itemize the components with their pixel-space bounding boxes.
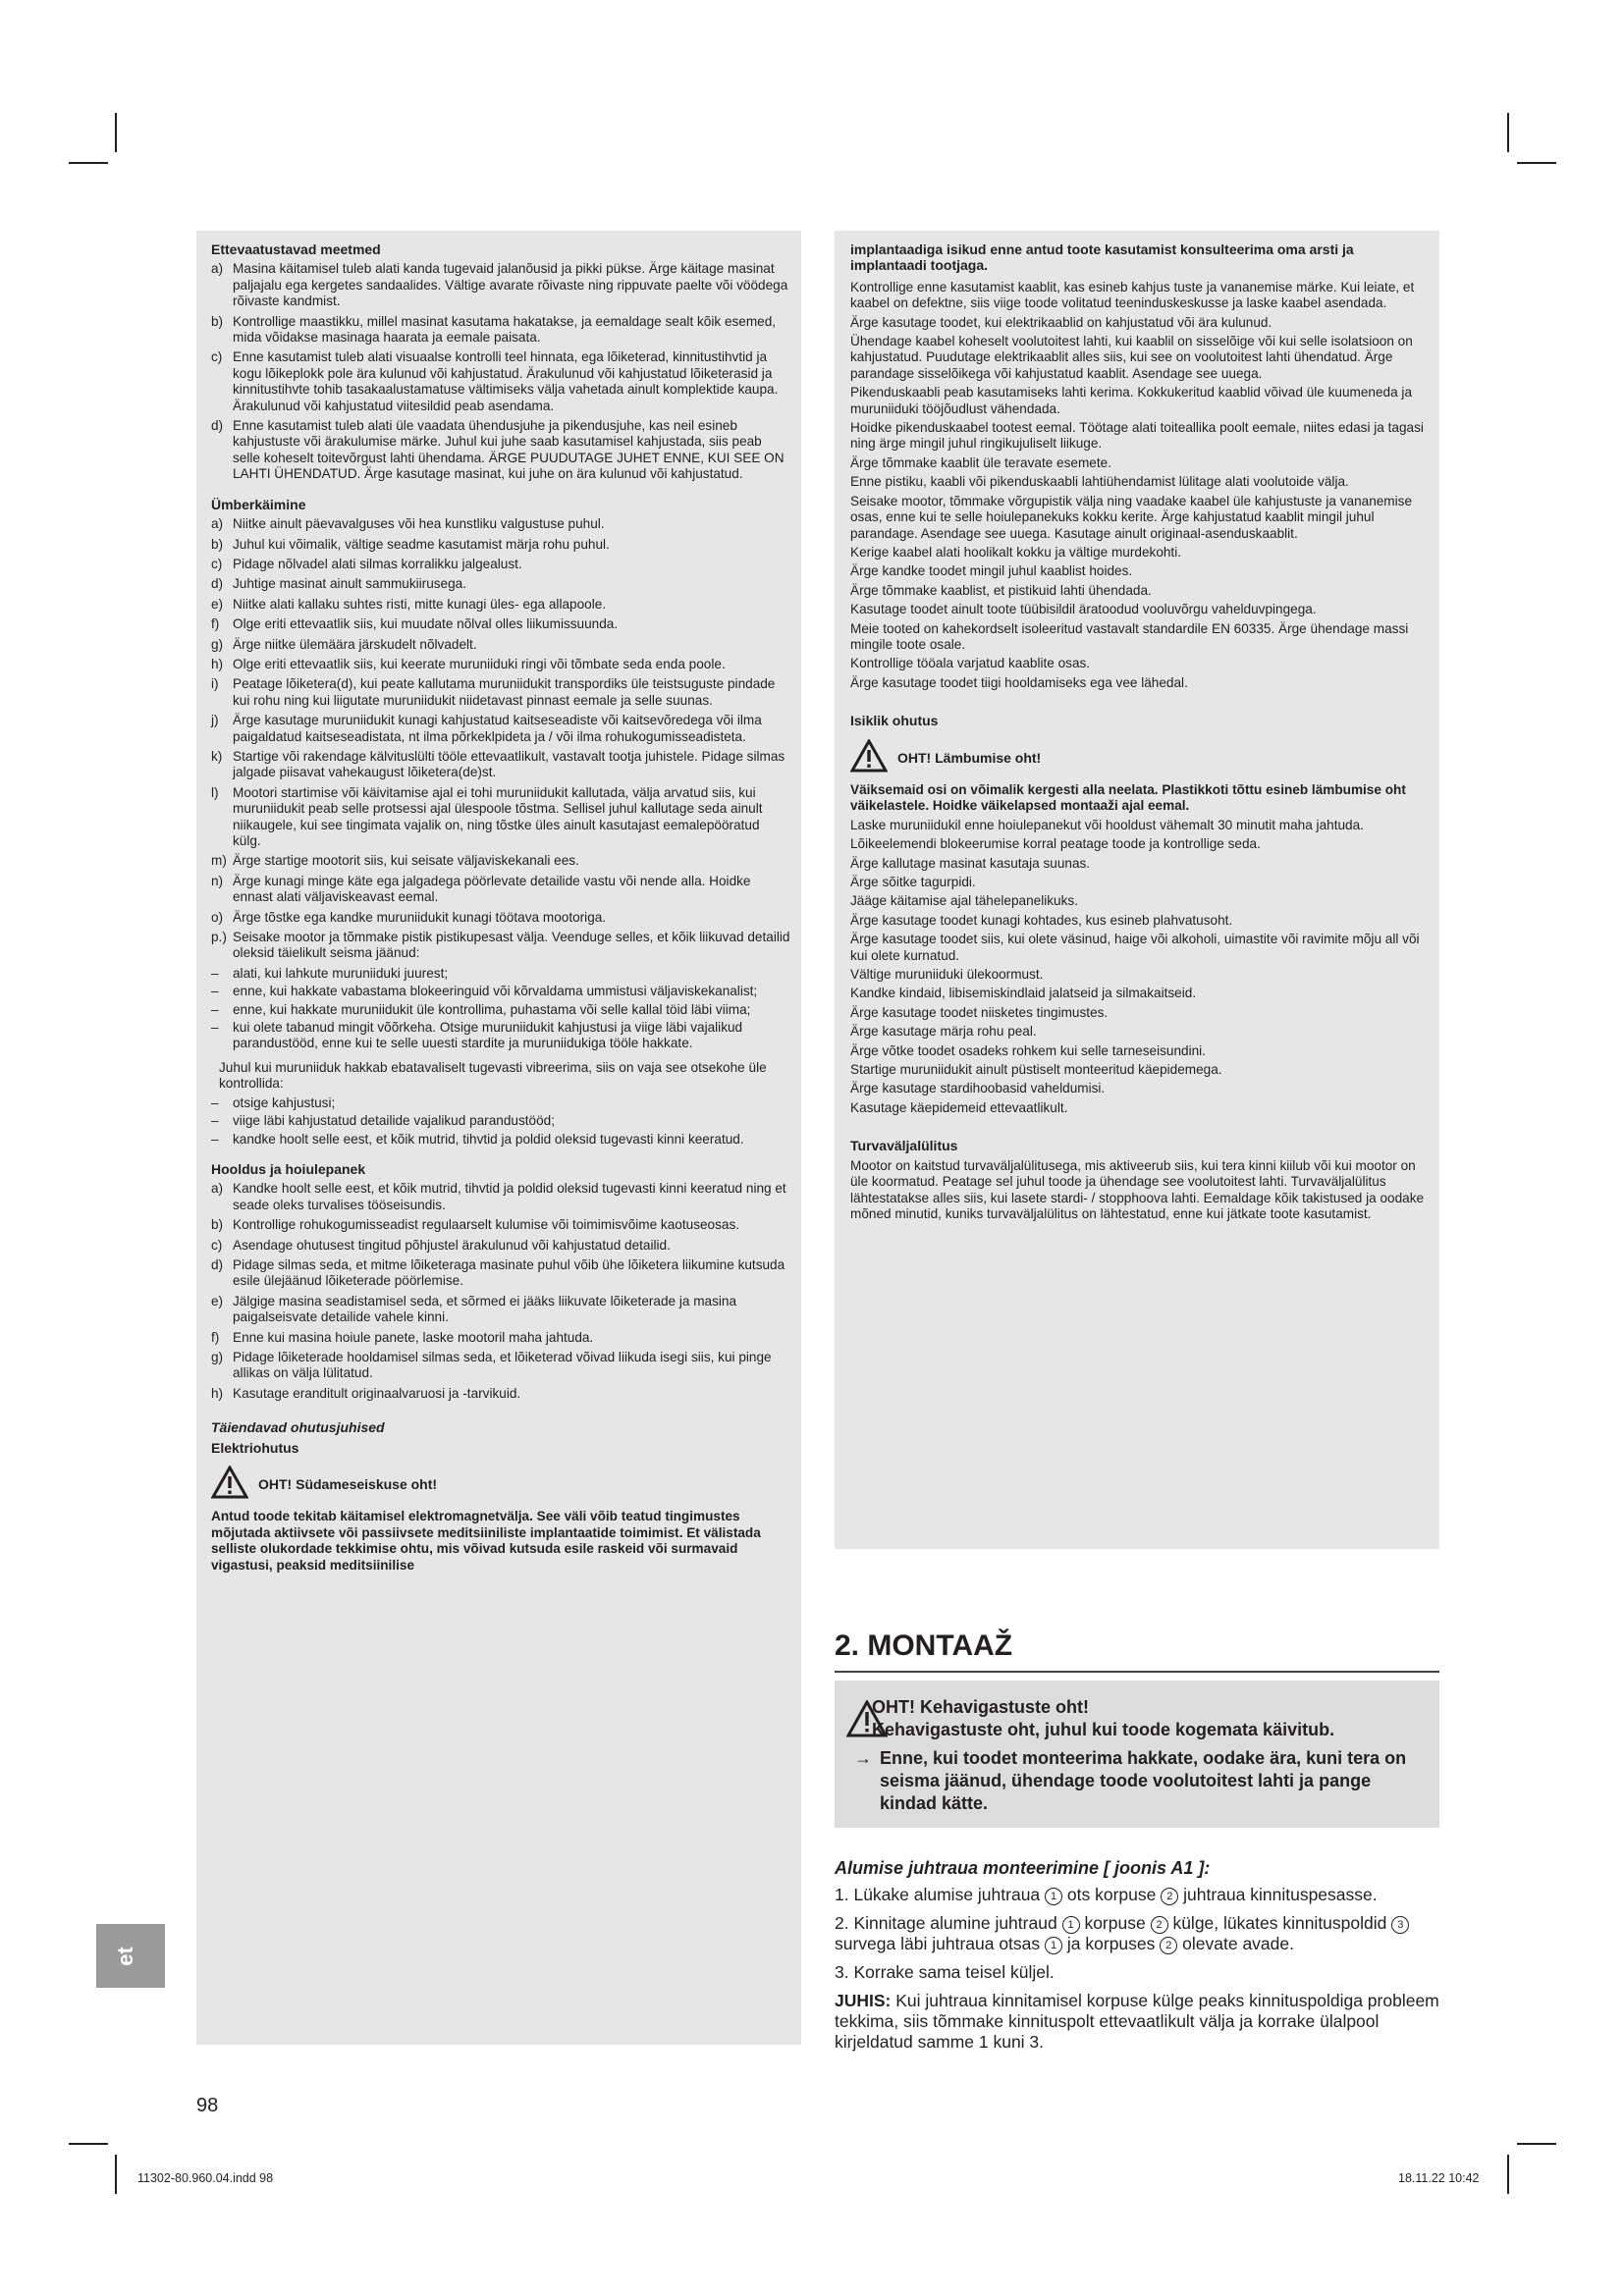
page-number: 98 (196, 2095, 219, 2116)
warning-text: Väiksemaid osi on võimalik kergesti alla neelata. Plastikkoti tõttu esineb lämbumise oht väikelastele. Hoidke väikelapsed montaaži ajal eemal. (850, 781, 1406, 814)
warning-triangle-icon (211, 1466, 248, 1503)
callout-number: 3 (1391, 1916, 1409, 1934)
step-1: 1. Lükake alumise juhtraua 1 ots korpuse 2 juhtraua kinnituspesasse. (835, 1885, 1378, 1904)
paragraph: Ärge tõmmake kaablit üle teravate esemete. (850, 454, 1111, 470)
list-item: i) Peatage lõiketera(d), kui peate kallutama muruniidukit transpordiks üle teistsuguste pindade kui rohu ning kui liigutate muruniidukit niidetavast pinnast eemale ja selle suunas. (211, 676, 776, 708)
step-3: 3. Korrake sama teisel küljel. (835, 1962, 1055, 1982)
list-item: f) Enne kui masina hoiule panete, laske mootoril maha jahtuda. (211, 1329, 594, 1345)
cardiac-warning (211, 1466, 790, 1503)
list-item: m) Ärge startige mootorit siis, kui seisate väljaviskekanali ees. (211, 853, 579, 869)
list-item: f) Olge eriti ettevaatlik siis, kui muudate nõlval olles liikumissuunda. (211, 616, 619, 632)
list-item: d) Enne kasutamist tuleb alati üle vaadata ühendusjuhe ja pikendusjuhe, kas neil esineb kahjustuste või ärakulumise märke. Juhul kui juhe saab kasutamisel kahjustada, siis peab selle koheselt toitevõrgust lahti ühendama. ÄRGE PUUDUTAGE JUHET ENNE, KUI SEE ON LAHTI ÜHENDATUD. Ärge kasutage masinat, kui juhe on ära kulunud või kahjustatud. (211, 418, 785, 482)
crop-mark (1507, 2155, 1509, 2194)
list-item: g) Ärge niitke ülemäära järskudelt nõlvadelt. (211, 636, 477, 652)
arrow-right-icon: → (854, 1748, 872, 1768)
paragraph: Ärge kasutage märja rohu peal. (850, 1024, 1037, 1040)
paragraph: Enne pistiku, kaabli või pikenduskaabli lahtiühendamist lülitage alati voolutoide välja. (850, 474, 1349, 490)
warning-triangle-icon (846, 1700, 888, 1743)
list-item: k) Startige või rakendage kälvituslülti tööle ettevaatlikult, vastavalt tootja juhistele. Pidage silmas jalgade piisavat vahekaugust lõiketera(de)st. (211, 748, 785, 780)
list-item: – otsige kahjustusi; (211, 1095, 336, 1110)
callout-number: 1 (1045, 1937, 1062, 1954)
vibration-intro: Juhul kui muruniiduk hakkab ebatavaliselt tugevasti vibreerima, siis on vaja see otsekohe üle kontrollida: (219, 1059, 767, 1092)
paragraph: Ärge sõitke tagurpidi. (850, 875, 976, 889)
handling-heading: Ümberkäimine (211, 496, 306, 512)
paragraph: Ärge kandke toodet mingil juhul kaablist hoides. (850, 563, 1133, 579)
paragraph: Ärge tõmmake kaablist, et pistikuid lahti ühendada. (850, 582, 1152, 598)
paragraph: Ärge võtke toodet osadeks rohkem kui selle tarneseisundini. (850, 1042, 1206, 1058)
paragraph: Jääge käitamise ajal tähelepanelikuks. (850, 893, 1078, 909)
paragraph: Kontrollige enne kasutamist kaablit, kas esineb kahjus tuste ja vananemise märke. Kui leiate, et kaabel on defektne, siis viige toode volitatud teeninduskeskusse ja laske kaabel asendada. (850, 279, 1415, 311)
paragraph: Laske muruniidukil enne hoiulepanekut või hooldust vähemalt 30 minutit maha jahtuda. (850, 817, 1364, 832)
note-text: Kui juhtraua kinnitamisel korpuse külge peaks kinnituspoldiga probleem tekkima, siis tõmmake kinnituspolt ettevaatlikult välja ja korrake ülalpool kirjeldatud samme 1 kuni 3. (835, 1991, 1439, 2052)
paragraph: Ärge kasutage toodet, kui elektrikaablid on kahjustatud või ära kulunud. (850, 314, 1272, 330)
warning-title: OHT! Lämbumise oht! (897, 749, 1042, 766)
paragraph: Startige muruniidukit ainult püstiselt monteeritud käepidemega. (850, 1062, 1222, 1078)
warning-text: Antud toode tekitab käitamisel elektromagnetvälja. See väli võib teatud tingimustes mõjutada aktiivsete või passiivsete meditsiiniliste implantaatide toimimist. Et välistada selliste olukordade tekkimise ohtu, mis võivad kutsuda esile raskeid või surmavaid vigastusi, peaksid meditsiinilise (211, 1509, 761, 1573)
crop-mark (1517, 2143, 1556, 2145)
list-item: e) Niitke alati kallaku suhtes risti, mitte kunagi üles- ega allapoole. (211, 596, 607, 612)
callout-number: 2 (1161, 1888, 1178, 1905)
paragraph: Ühendage kaabel koheselt voolutoitest lahti, kui kaablil on sisselõige või kui selle isolatsioon on kahjustatud. Puudutage elektrikaablit alles siis, kui see on voolutoitest lahti ühendatud. Ärge parandage sisselõikega või kahjustatud kaablit. Asendage see uuega. (850, 334, 1413, 381)
assembly-subheading: Alumise juhtraua monteerimine [ joonis A1 ]: (835, 1858, 1211, 1878)
list-item: h) Olge eriti ettevaatlik siis, kui keerate muruniiduki ringi või tõmbate seda enda poole. (211, 656, 726, 671)
danger-line: Kehavigastuste oht, juhul kui toode kogemata käivitub. (872, 1720, 1335, 1739)
personal-safety-heading: Isiklik ohutus (850, 713, 939, 729)
cutoff-heading: Turvaväljalülitus (850, 1138, 958, 1154)
stop-conditions-list (211, 966, 790, 1052)
danger-title: OHT! Kehavigastuste oht! (872, 1697, 1090, 1717)
warning-title: OHT! Südameseiskuse oht! (258, 1476, 438, 1492)
crop-mark (69, 162, 108, 164)
list-item: b) Kontrollige maastikku, millel masinat kasutama hakatakse, ja eemaldage sealt kõik esemed, mida võidakse masinaga haarata ja eemale paisata. (211, 313, 777, 346)
care-list (211, 1181, 790, 1402)
section-rule (835, 1671, 1439, 1673)
danger-instruction: → Enne, kui toodet monteerima hakkate, oodake ära, kuni tera on seisma jäänud, ühendage toode voolutoitest lahti ja pange kindad kätte. (854, 1748, 1407, 1813)
assembly-steps (835, 1885, 1439, 2060)
handling-list (211, 516, 790, 962)
paragraph: Kasutage käepidemeid ettevaatlikult. (850, 1099, 1068, 1115)
list-item: – kui olete tabanud mingit võõrkeha. Otsige muruniidukit kahjustusi ja viige läbi vajalikud parandustööd, enne kui te selle uuesti stardite ja muruniidukiga tööle hakkate. (211, 1020, 743, 1051)
list-item: h) Kasutage eranditult originaalvaruosi ja -tarvikuid. (211, 1385, 521, 1401)
paragraph: Seisake mootor, tõmmake võrgupistik välja ning vaadake kaabel üle kahjustuste ja vananemise osas, enne kui te selle hoiulepanekuks kokku kerite. Ärge kahjustatud kaablit mingil juhul parandage. Asendage see uuega. Kasutage ainult originaal-asenduskaablit. (850, 493, 1413, 541)
paragraph: Ärge kallutage masinat kasutaja suunas. (850, 855, 1091, 871)
paragraph: Ärge kasutage toodet tiigi hooldamiseks ega vee lähedal. (850, 674, 1188, 690)
paragraph: Kasutage toodet ainult toote tüübisildil äratoodud vooluvõrgu vahelduvpingega. (850, 602, 1317, 617)
paragraph: Kontrollige tööala varjatud kaablite osas. (850, 656, 1091, 671)
paragraph: Meie tooted on kahekordselt isoleeritud vastavalt standardile EN 60335. Ärge ühendage massi mingile toote osale. (850, 620, 1409, 652)
danger-box (835, 1681, 1439, 1828)
slug-datetime: 18.11.22 10:42 (1398, 2171, 1480, 2185)
list-item: a) Masina käitamisel tuleb alati kanda tugevaid jalanõusid ja pikki pükse. Ärge käitage masinat paljajalu ega kergetes sandaalides. Vältige avarate rõivaste ning rippuvate paelte või vöödega rõivaste kandmist. (211, 261, 788, 309)
precautions-heading: Ettevaatustavad meetmed (211, 241, 381, 257)
callout-number: 1 (1062, 1916, 1080, 1934)
crop-mark (69, 2143, 108, 2145)
crop-mark (1517, 162, 1556, 164)
care-heading: Hooldus ja hoiulepanek (211, 1160, 366, 1177)
callout-number: 1 (1045, 1888, 1062, 1905)
precautions-list (211, 261, 790, 482)
list-item: b) Kontrollige rohukogumisseadist regulaarselt kulumise või toimimisvõime kaotuseosas. (211, 1217, 740, 1233)
list-item: b) Juhul kui võimalik, vältige seadme kasutamist märja rohu puhul. (211, 536, 610, 552)
left-column (211, 241, 790, 1576)
list-item: c) Asendage ohutusest tingitud põhjustel ärakulunud või kahjustatud detailid. (211, 1237, 671, 1253)
paragraph: Ärge kasutage toodet kunagi kohtades, kus esineb plahvatusoht. (850, 912, 1233, 928)
list-item: d) Juhtige masinat ainult sammukiirusega. (211, 576, 467, 592)
list-item: d) Pidage silmas seda, et mitme lõiketeraga masinate puhul võib ühe lõiketera liikumine kutsuda esile ülejäänud lõiketerade pöörlemise. (211, 1256, 785, 1289)
paragraph: Pikenduskaabli peab kasutamiseks lahti kerima. Kokkukeritud kaablid võivad üle kuumeneda ja muruniiduki tööjõudlust vähendada. (850, 385, 1413, 416)
additional-heading: Täiendavad ohutusjuhised (211, 1419, 385, 1436)
section-title: 2. MONTAAŽ (835, 1629, 1013, 1662)
step-2: 2. Kinnitage alumine juhtraud 1 korpuse 2 külge, lükates kinnituspoldid 3 survega läbi juhtraua otsas 1 ja korpuses 2 olevate avade. (835, 1913, 1439, 1954)
list-item: – kandke hoolt selle eest, et kõik mutrid, tihvtid ja poldid oleksid tugevasti kinni keeratud. (211, 1131, 744, 1147)
list-item: c) Enne kasutamist tuleb alati visuaalse kontrolli teel hinnata, ega lõiketerad, kinnitustihvtid ja kogu lõikeplokk pole ära kulunud või kahjustatud. Ärakulunud või kahjustatud lõiketerasid ja kinnitustihvte tohib tasakaalustamatuse vältimiseks välja vahetada ainult komplektide kaupa. Ärakulunud või kahjustatud viitesildid peab asendama. (211, 349, 779, 413)
choking-warning (850, 739, 1430, 776)
list-item: c) Pidage nõlvadel alati silmas korralikku jalgealust. (211, 556, 522, 571)
paragraph: Ärge kasutage toodet siis, kui olete väsinud, haige või alkoholi, uimastite või ravimite mõju all või kui olete kurnatud. (850, 932, 1420, 963)
list-item: – enne, kui hakkate muruniidukit üle kontrollima, puhastama või selle kallal töid läbi viima; (211, 1001, 751, 1017)
list-item: n) Ärge kunagi minge käte ega jalgadega pöörlevate detailide vastu või nende alla. Hoidke ennast alati väljaviskeavast eemal. (211, 873, 751, 905)
paragraph: Hoidke pikenduskaabel tootest eemal. Töötage alati toiteallika poolt eemale, niites edasi ja tagasi ning ärge mingil juhul ringikujuliselt liikuge. (850, 420, 1424, 452)
crop-mark (115, 2155, 117, 2194)
vibration-list (211, 1095, 790, 1148)
paragraph: Ärge kasutage stardihoobasid vaheldumisi. (850, 1081, 1106, 1096)
implant-heading: implantaadiga isikud enne antud toote kasutamist konsulteerima oma arsti ja implantaadi tootjaga. (850, 241, 1354, 274)
crop-mark (1507, 113, 1509, 152)
electrical-heading: Elektriohutus (211, 1439, 299, 1456)
list-item: a) Kandke hoolt selle eest, et kõik mutrid, tihvtid ja poldid oleksid tugevasti kinni keeratud ning et seade oleks turvalises tööseisundis. (211, 1181, 786, 1212)
language-tab (96, 1924, 165, 1988)
list-item: e) Jälgige masina seadistamisel seda, et sõrmed ei jääks liikuvate lõiketerade ja masina paigalseisvate detailide vahele kinni. (211, 1293, 737, 1325)
slug-file: 11302-80.960.04.indd 98 (137, 2171, 274, 2185)
list-item: g) Pidage lõiketerade hooldamisel silmas seda, et lõiketerad võivad liikuda isegi siis, kui pinge allikas on välja lülitatud. (211, 1349, 772, 1381)
list-item: j) Ärge kasutage muruniidukit kunagi kahjustatud kaitseseadiste või kaitsevõredega või ilma paigaldatud kaitseseadistata, nt ilma põrkeklpideta ja / või ilma rohukogumisseadisteta. (211, 713, 762, 744)
list-item: – viige läbi kahjustatud detailide vajalikud parandustööd; (211, 1113, 555, 1129)
list-item: – enne, kui hakkate vabastama blokeeringuid või kõrvaldama ummistusi väljaviskekanalist; (211, 984, 758, 999)
callout-number: 2 (1151, 1916, 1168, 1934)
list-item: l) Mootori startimise või käivitamise ajal ei tohi muruniidukit kallutada, välja arvatud siis, kui muruniidukit peab selle protsessi ajal ülespoole tõstma. Sellisel juhul kallutage seda ainult niikaugele, kui see tingimata vajalik on, ning tõstke üles ainult kasutajast eemalepööratud külg. (211, 784, 763, 848)
list-item: p.) Seisake mootor ja tõmmake pistik pistikupesast välja. Veenduge selles, et kõik liikuvad detailid oleksid täielikult seisma jäänud: (211, 930, 790, 961)
right-column (850, 241, 1430, 1225)
list-item: – alati, kui lahkute muruniiduki juurest; (211, 965, 449, 981)
callout-number: 2 (1160, 1937, 1177, 1954)
paragraph: Ärge kasutage toodet niisketes tingimustes. (850, 1004, 1109, 1020)
note (835, 1991, 1439, 2053)
paragraph: Kandke kindaid, libisemiskindlaid jalatseid ja silmakaitseid. (850, 986, 1197, 1001)
paragraph: Lõikeelemendi blokeerumise korral peatage toode ja kontrollige seda. (850, 836, 1261, 852)
list-item: o) Ärge tõstke ega kandke muruniidukit kunagi töötava mootoriga. (211, 909, 607, 925)
paragraph: Kerige kaabel alati hoolikalt kokku ja vältige murdekohti. (850, 544, 1182, 560)
warning-triangle-icon (850, 739, 888, 776)
paragraph: Vältige muruniiduki ülekoormust. (850, 967, 1044, 983)
cutoff-text: Mootor on kaitstud turvaväljalülitusega, mis aktiveerub siis, kui tera kinni kiilub või kui mootor on üle koormatud. Peatage sel juhul toode ja ühendage see voolutoitest lahti. Turvaväljalülitus lähtestatakse alles siis, kui lasete stardi- / stopphoova lahti. Eemaldage kõik takistused ja oodake mõned minutid, kuniks turvaväljalülitus on lähtestatud, enne kui jätkate toote kasutamist. (850, 1157, 1425, 1221)
language-tab-label: et (112, 1947, 137, 1966)
note-label: JUHIS: (835, 1991, 892, 2010)
list-item: a) Niitke ainult päevavalguses või hea kunstliku valgustuse puhul. (211, 516, 605, 532)
crop-mark (115, 113, 117, 152)
